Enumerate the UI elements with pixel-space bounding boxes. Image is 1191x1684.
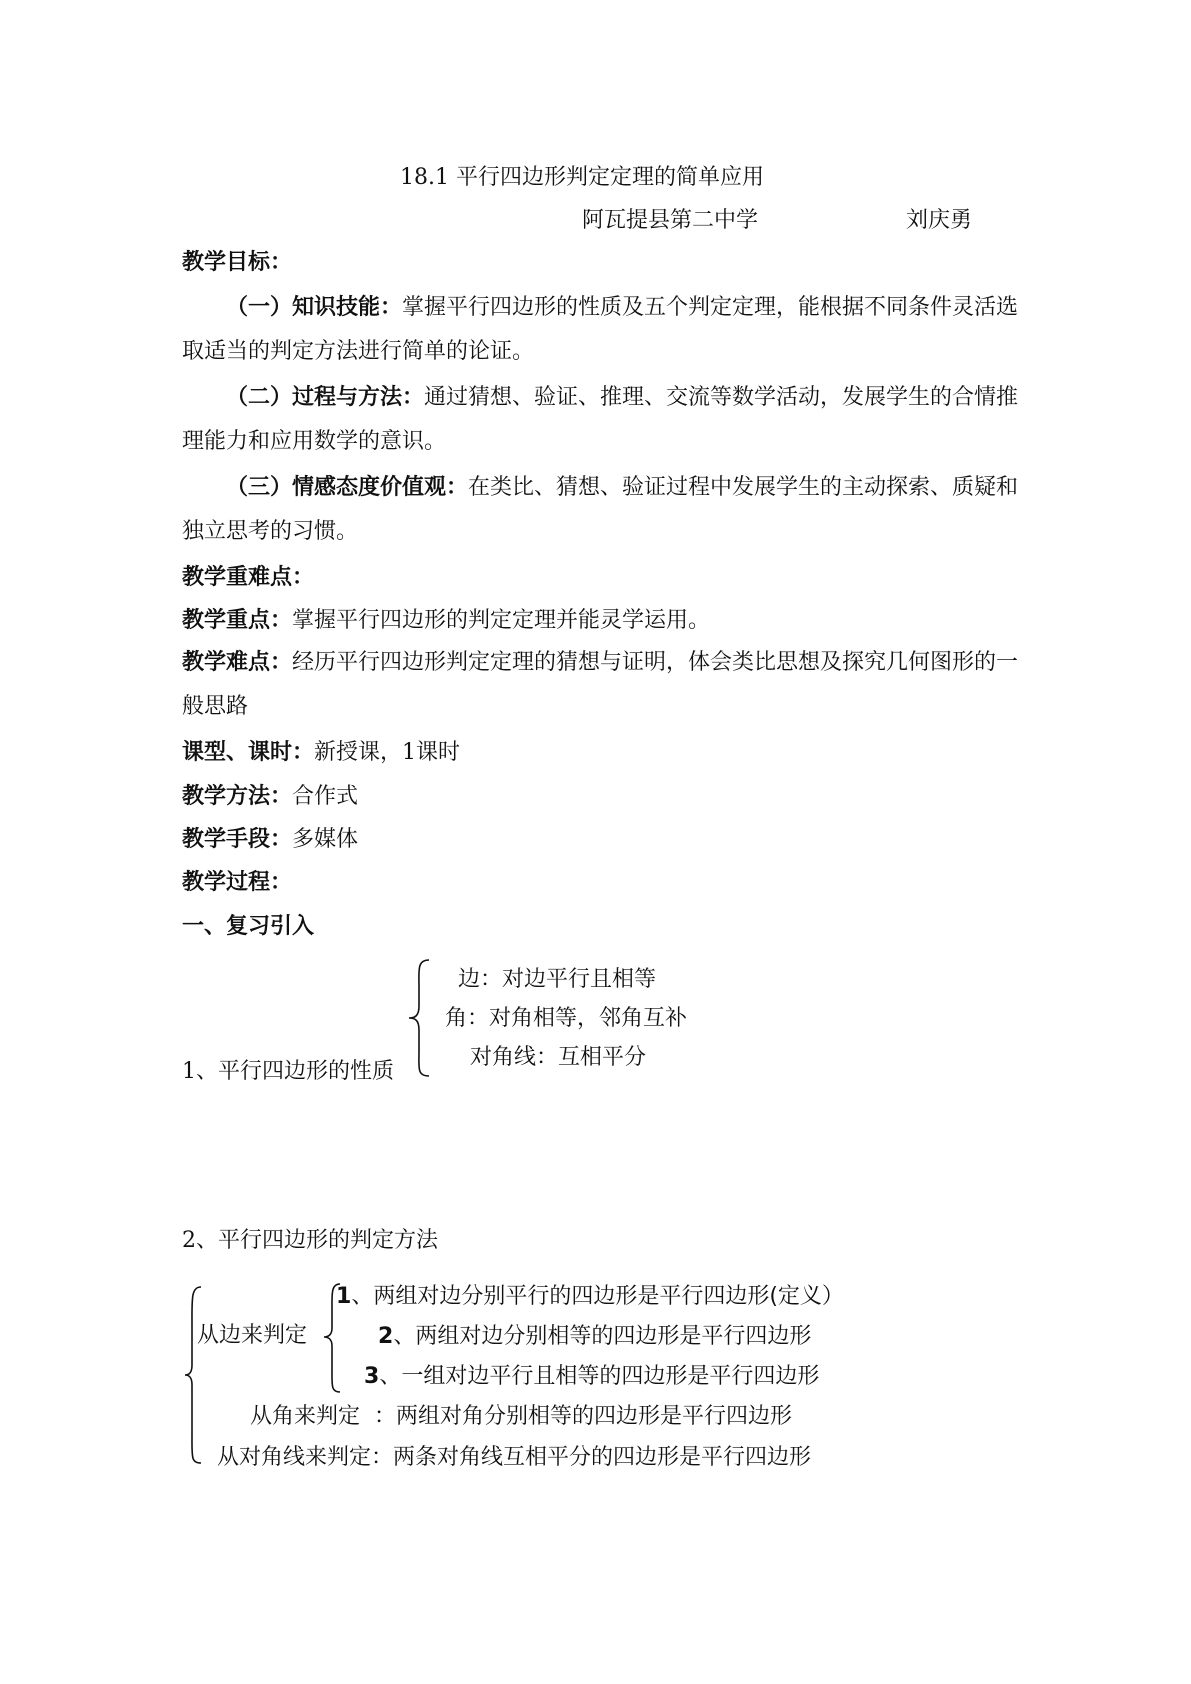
criteria-text: 、一组对边平行且相等的四边形是平行四边形: [379, 1364, 820, 1389]
means-label: 教学手段：: [182, 826, 293, 852]
means-text: 多媒体: [292, 827, 359, 852]
school-name: 阿瓦提县第二中学: [582, 208, 759, 233]
objective-text: 在类比、猜想、验证过程中发展学生的主动探索、质疑和独立思考的习惯。: [182, 475, 1019, 544]
lesson-type-label: 课型、课时：: [182, 739, 315, 765]
criteria-diagonal: [217, 1440, 811, 1471]
property-diagonal: 对角线：互相平分: [470, 1045, 647, 1070]
criteria-side-item-2: [378, 1319, 811, 1350]
criteria-num: 2: [378, 1324, 394, 1349]
author-name: 刘庆勇: [906, 208, 973, 233]
criteria-side-item-3: [364, 1359, 819, 1390]
lesson-type-text: 新授课，1课时: [314, 740, 461, 765]
method-label: 教学方法：: [182, 783, 293, 809]
criteria-outer-brace: [183, 1285, 207, 1465]
criteria-angle-label: 从角来判定: [250, 1404, 361, 1429]
criteria-angle-text: ：两组对角分别相等的四边形是平行四边形: [374, 1404, 793, 1429]
criteria-diagonal-label: 从对角线来判定: [217, 1445, 372, 1470]
criteria-num: 3: [364, 1364, 380, 1389]
method-text: 合作式: [292, 784, 359, 809]
difficulty-text: 经历平行四边形判定定理的猜想与证明，体会类比思想及探究几何图形的一般思路: [182, 650, 1019, 719]
property-angle: 角：对角相等，邻角互补: [445, 1006, 688, 1031]
criteria-side-label: 从边来判定: [197, 1323, 308, 1348]
objective-text: 通过猜想、验证、推理、交流等数学活动，发展学生的合情推理能力和应用数学的意识。: [182, 385, 1019, 454]
method-line: [182, 781, 358, 812]
properties-label: 1、平行四边形的性质: [182, 1059, 394, 1084]
section-review: 一、复习引入: [182, 913, 315, 939]
difficulty-label: 教学难点：: [182, 649, 293, 675]
objective-label: （三）情感态度价值观：: [226, 474, 469, 500]
criteria-angle: [250, 1399, 792, 1430]
objective-attitude: [182, 465, 1022, 554]
focus-text: 掌握平行四边形的判定定理并能灵学运用。: [292, 608, 711, 633]
keypoints-heading: 教学重难点：: [182, 564, 315, 590]
lesson-type-line: [182, 737, 460, 768]
focus-line: [182, 605, 710, 636]
criteria-diagonal-text: ：两条对角线互相平分的四边形是平行四边形: [371, 1445, 812, 1470]
criteria-text: 、两组对边分别平行的四边形是平行四边形(定义）: [351, 1284, 844, 1309]
criteria-num: 1: [336, 1284, 352, 1309]
difficulty-line: [182, 640, 1022, 729]
process-heading: 教学过程：: [182, 869, 293, 895]
criteria-label: 2、平行四边形的判定方法: [182, 1228, 438, 1253]
criteria-side-item-1: [336, 1279, 844, 1310]
properties-brace: [407, 958, 437, 1078]
objective-knowledge: [182, 285, 1022, 374]
document-title: 18.1 平行四边形判定定理的简单应用: [400, 165, 764, 190]
objective-label: （二）过程与方法：: [226, 384, 425, 410]
property-side: 边：对边平行且相等: [458, 967, 657, 992]
criteria-text: 、两组对边分别相等的四边形是平行四边形: [393, 1324, 812, 1349]
focus-label: 教学重点：: [182, 607, 293, 633]
objectives-heading: 教学目标：: [182, 249, 293, 275]
objective-text: 掌握平行四边形的性质及五个判定定理，能根据不同条件灵活选取适当的判定方法进行简单的论证。: [182, 295, 1019, 364]
means-line: [182, 824, 358, 855]
objective-label: （一）知识技能：: [226, 294, 403, 320]
objective-process: [182, 375, 1022, 464]
